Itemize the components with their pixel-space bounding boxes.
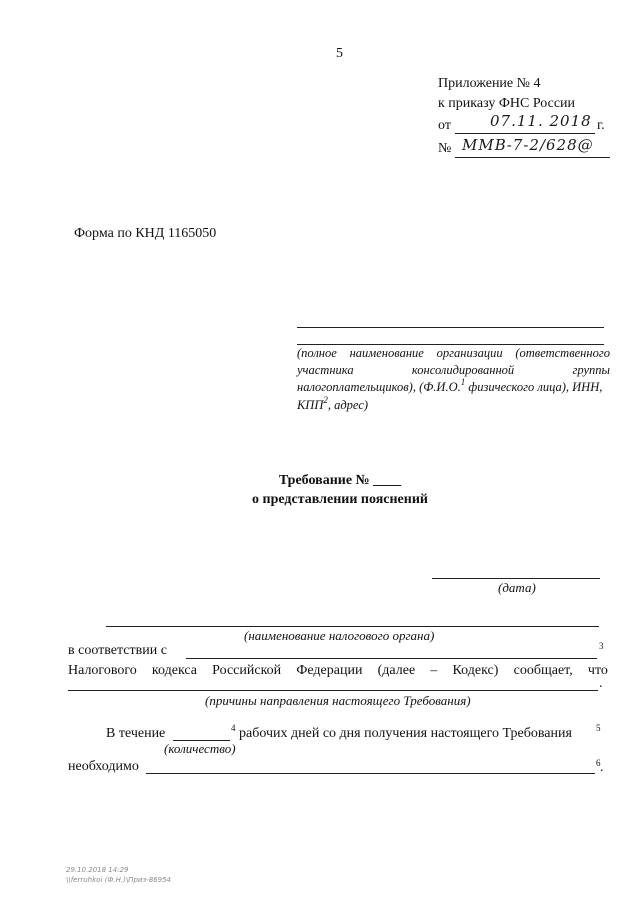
- necessary-line: [146, 773, 595, 774]
- appendix-date-prefix: от: [438, 118, 451, 133]
- recipient-caption-row2: участника консолидированной группы: [297, 363, 610, 377]
- necessary-period: .: [600, 760, 604, 775]
- quantity-caption: (количество): [164, 741, 236, 756]
- appendix-date-suffix: г.: [597, 118, 605, 133]
- recipient-line-1: [297, 327, 604, 328]
- recipient-caption-row3: налогоплательщиков), (Ф.И.О.$^1$ физического лица), ИНН,: [297, 377, 603, 394]
- date-line: [432, 578, 600, 579]
- appendix-date-handwritten: 07.11. 2018: [490, 112, 592, 130]
- page-number: 5: [336, 46, 343, 61]
- appendix-number-line: [455, 157, 610, 158]
- footer-path: \\ferruhkoi (Ф.Н.)\Приз-86954: [66, 876, 171, 884]
- code-sentence: Налогового кодекса Российской Федерации (далее – Кодекс) сообщает, что: [68, 663, 608, 678]
- appendix-date-line: [455, 133, 595, 134]
- appendix-order: к приказу ФНС России: [438, 96, 576, 111]
- workdays-text: рабочих дней со дня получения настоящего Требования: [239, 726, 572, 741]
- within-text: В течение: [106, 726, 166, 741]
- date-caption: (дата): [498, 580, 536, 595]
- document-title: Требование № ____: [278, 473, 402, 488]
- recipient-caption-row4: КПП$^2$, адрес): [297, 395, 369, 412]
- recipient-caption: [297, 345, 610, 415]
- tax-authority-line: [106, 626, 599, 627]
- footer-timestamp: 29.10.2018 14:29: [66, 866, 129, 874]
- form-code: Форма по КНД 1165050: [74, 226, 217, 241]
- reasons-period: .: [599, 676, 603, 691]
- in-accordance-text: в соответствии с: [68, 643, 167, 658]
- appendix-number-prefix: №: [438, 141, 452, 156]
- footnote-6: 6: [596, 758, 601, 768]
- appendix-title: Приложение № 4: [438, 76, 541, 91]
- reasons-line: [68, 690, 598, 691]
- reasons-caption: (причины направления настоящего Требования): [205, 693, 471, 708]
- footnote-3: 3: [599, 641, 604, 651]
- footnote-4: 4: [231, 723, 236, 733]
- document-subtitle: о представлении пояснений: [252, 492, 428, 507]
- footnote-5: 5: [596, 723, 601, 733]
- necessary-text: необходимо: [68, 759, 139, 774]
- recipient-caption-row1: (полное наименование организации (ответственного: [297, 346, 610, 360]
- tax-authority-caption: (наименование налогового органа): [244, 628, 435, 643]
- appendix-number-handwritten: ММВ-7-2/628@: [462, 136, 594, 154]
- article-line: [186, 658, 597, 659]
